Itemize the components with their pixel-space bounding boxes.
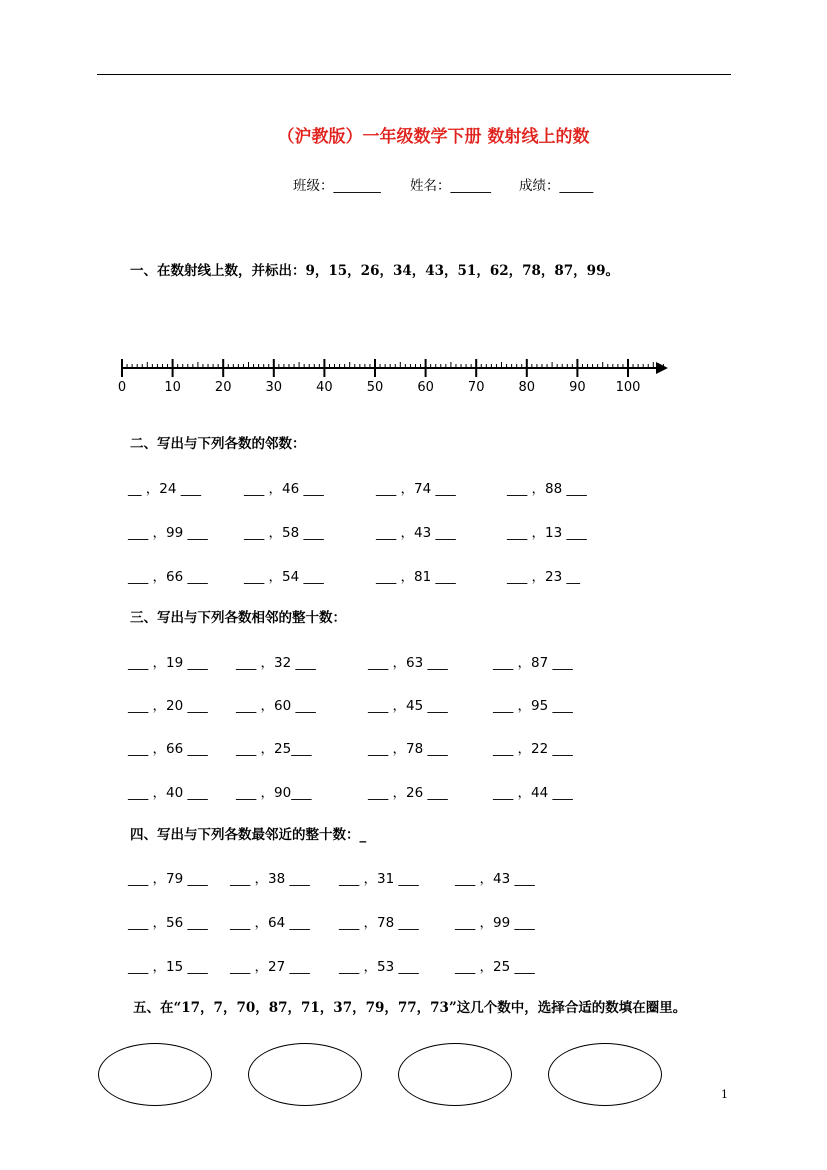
tick-label: 20 bbox=[214, 380, 232, 395]
header-rule bbox=[97, 74, 731, 75]
exercise-item[interactable]: ___ ，45 ___ bbox=[368, 698, 448, 714]
exercise-item[interactable]: ___ ，66 ___ bbox=[128, 741, 208, 757]
tick-label: 100 bbox=[615, 380, 641, 395]
exercise-item[interactable]: ___ ，99 ___ bbox=[455, 915, 535, 931]
exercise-item[interactable]: ___ ，40 ___ bbox=[128, 785, 208, 801]
exercise-item[interactable]: ___ ，32 ___ bbox=[236, 655, 316, 671]
score-field[interactable]: 成绩：_____ bbox=[519, 178, 594, 194]
exercise-item[interactable]: ___ ，95 ___ bbox=[493, 698, 573, 714]
exercise-item[interactable]: ___ ，26 ___ bbox=[368, 785, 448, 801]
exercise-item[interactable]: ___ ，25 ___ bbox=[455, 959, 535, 975]
exercise-item[interactable]: ___ ，43 ___ bbox=[376, 525, 456, 541]
section2-heading: 二、写出与下列各数的邻数： bbox=[130, 436, 306, 452]
number-line[interactable] bbox=[110, 350, 680, 400]
exercise-item[interactable]: ___ ，15 ___ bbox=[128, 959, 208, 975]
exercise-item[interactable]: ___ ，63 ___ bbox=[368, 655, 448, 671]
exercise-item[interactable]: ___ ，13 ___ bbox=[507, 525, 587, 541]
page-title: （沪教版）一年级数学下册 数射线上的数 bbox=[277, 127, 590, 147]
class-field[interactable]: 班级：_______ bbox=[293, 178, 381, 194]
exercise-item[interactable]: ___ ，74 ___ bbox=[376, 481, 456, 497]
exercise-item[interactable]: ___ ，87 ___ bbox=[493, 655, 573, 671]
exercise-item[interactable]: ___ ，25___ bbox=[236, 741, 312, 757]
exercise-item[interactable]: ___ ，99 ___ bbox=[128, 525, 208, 541]
tick-label: 90 bbox=[569, 380, 586, 395]
exercise-item[interactable]: ___ ，20 ___ bbox=[128, 698, 208, 714]
exercise-item[interactable]: ___ ，58 ___ bbox=[244, 525, 324, 541]
exercise-item[interactable]: ___ ，88 ___ bbox=[507, 481, 587, 497]
exercise-item[interactable]: ___ ，78 ___ bbox=[368, 741, 448, 757]
tick-label: 40 bbox=[316, 380, 333, 395]
exercise-item[interactable]: ___ ，31 ___ bbox=[339, 871, 419, 887]
exercise-item[interactable]: ___ ，38 ___ bbox=[230, 871, 310, 887]
section4-heading: 四、写出与下列各数最邻近的整十数：_ bbox=[130, 827, 367, 843]
section5-heading: 五、在“17，7，70，87，71，37，79，77，73”这几个数中，选择合适的数填在圈里。 bbox=[133, 1000, 687, 1016]
exercise-item[interactable]: ___ ，64 ___ bbox=[230, 915, 310, 931]
page-number: 1 bbox=[721, 1088, 728, 1101]
exercise-item[interactable]: ___ ，78 ___ bbox=[339, 915, 419, 931]
number-line-arrow bbox=[656, 362, 668, 374]
exercise-item[interactable]: ___ ，66 ___ bbox=[128, 569, 208, 585]
exercise-item[interactable]: ___ ，46 ___ bbox=[244, 481, 324, 497]
exercise-item[interactable]: ___ ，19 ___ bbox=[128, 655, 208, 671]
answer-oval-3[interactable] bbox=[398, 1043, 512, 1106]
exercise-item[interactable]: ___ ，22 ___ bbox=[493, 741, 573, 757]
exercise-item[interactable]: ___ ，60 ___ bbox=[236, 698, 316, 714]
tick-label: 0 bbox=[117, 380, 127, 395]
exercise-item[interactable]: ___ ，81 ___ bbox=[376, 569, 456, 585]
exercise-item[interactable]: ___ ，79 ___ bbox=[128, 871, 208, 887]
tick-label: 70 bbox=[467, 380, 485, 395]
section3-heading: 三、写出与下列各数相邻的整十数： bbox=[130, 610, 346, 626]
exercise-item[interactable]: ___ ，90___ bbox=[236, 785, 312, 801]
answer-oval-2[interactable] bbox=[248, 1043, 362, 1106]
exercise-item[interactable]: ___ ，56 ___ bbox=[128, 915, 208, 931]
exercise-item[interactable]: __ ，24 ___ bbox=[128, 481, 202, 497]
section1-heading: 一、在数射线上数，并标出：9，15，26，34，43，51，62，78，87，99。 bbox=[130, 263, 619, 279]
exercise-item[interactable]: ___ ，44 ___ bbox=[493, 785, 573, 801]
exercise-item[interactable]: ___ ，53 ___ bbox=[339, 959, 419, 975]
tick-label: 50 bbox=[366, 380, 384, 395]
tick-label: 10 bbox=[164, 380, 181, 395]
answer-oval-1[interactable] bbox=[98, 1043, 212, 1106]
exercise-item[interactable]: ___ ，27 ___ bbox=[230, 959, 310, 975]
tick-label: 80 bbox=[518, 380, 536, 395]
exercise-item[interactable]: ___ ，23 __ bbox=[507, 569, 581, 585]
answer-oval-4[interactable] bbox=[548, 1043, 662, 1106]
exercise-item[interactable]: ___ ，43 ___ bbox=[455, 871, 535, 887]
exercise-item[interactable]: ___ ，54 ___ bbox=[244, 569, 324, 585]
tick-label: 60 bbox=[417, 380, 434, 395]
name-field[interactable]: 姓名：______ bbox=[410, 178, 491, 194]
tick-label: 30 bbox=[265, 380, 283, 395]
